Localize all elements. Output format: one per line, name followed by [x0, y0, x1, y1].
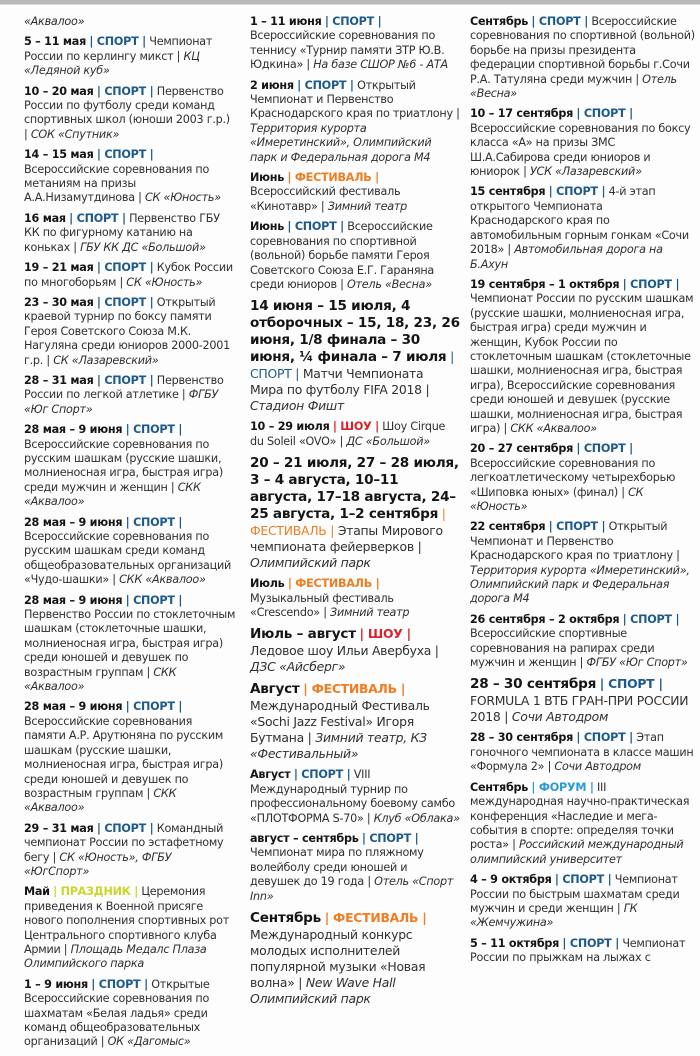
event-description: Всероссийские соревнования по метаниям на призы А.А.Низамутдинова | — [24, 162, 210, 205]
event-description: Первенство России по легкой атлетике | — [24, 373, 224, 402]
event-date: Сентябрь — [470, 780, 529, 794]
event-date: 16 мая — [24, 211, 66, 225]
event-venue: Отель «Весна» — [346, 277, 432, 291]
event-description: Чемпионат мира по пляжному волейболу среди юношей и девушек до 19 года | — [250, 846, 424, 889]
event-category-tag: |ФЕСТИВАЛЬ | — [250, 506, 446, 539]
event-date: 19 сентября – 1 октября — [470, 277, 620, 291]
event-date: 23 – 30 мая — [24, 295, 94, 309]
event-description: Открытый Чемпионат и Первенство Краснодарского края по триатлону | — [250, 78, 460, 121]
event-date: 29 – 31 мая — [24, 821, 94, 835]
event-category-tag: | СПОРТ | — [324, 15, 382, 28]
event-entry — [470, 520, 695, 606]
event-description: Этап гоночного чемпионата в классе машин «Формула 2» | — [470, 731, 694, 774]
event-category-tag: | СПОРТ | — [96, 373, 154, 387]
event-category-tag: | СПОРТ | — [562, 936, 620, 950]
column-2 — [250, 15, 460, 1056]
event-venue: ГК «Жемчужина» — [470, 901, 638, 930]
event-category-tag: | СПОРТ | — [361, 831, 419, 845]
event-description: Шоу Cirque du Soleil «OVO» | — [250, 420, 446, 448]
event-category-tag: | ШОУ | — [332, 420, 379, 434]
event-date: 14 июня – 15 июля, 4 отборочных – 15, 18, 23, 26 июня, 1/8 финала – 30 июня, ¼ финала – 7 июля — [250, 298, 460, 366]
event-venue: Сочи Автодром — [554, 760, 641, 774]
event-venue: СК «Юность» — [144, 191, 221, 205]
event-description: Открытый краевой турнир по боксу памяти Героя Советского Союза М.К. Нагуляна среди юниоров 2000-2001 г.р. | — [24, 295, 230, 367]
event-venue: Отель «Весна» — [470, 72, 677, 101]
event-entry — [470, 676, 695, 725]
event-description: FORMULA 1 ВТБ ГРАН-ПРИ РОССИИ 2018 | — [470, 693, 689, 725]
event-venue: Клуб «Облака» — [373, 811, 460, 825]
event-category-tag: | СПОРТ | — [96, 261, 154, 275]
event-date: 19 – 21 мая — [24, 261, 94, 275]
event-venue: Стадион Фишт — [250, 398, 344, 414]
event-entry — [250, 420, 460, 449]
event-entry — [250, 79, 460, 165]
event-date: 28 мая – 9 июня — [24, 515, 123, 529]
event-description: Международный конкурс молодых исполнителей популярной музыки «Новая волна» | — [250, 927, 426, 990]
event-entry — [24, 35, 236, 78]
event-venue: Территория курорта «Имеретинский», Олимпийский парк и Федеральная дорога М4 — [470, 563, 690, 606]
event-description: Всероссийский фестиваль «Кинотавр» | — [250, 185, 401, 213]
event-date: 28 – 30 сентября — [470, 676, 597, 693]
event-entry — [24, 700, 236, 815]
event-venue: Отель «Спорт Inn» — [250, 875, 454, 903]
event-venue: На базе СШОР №6 - АТА — [313, 58, 448, 72]
event-venue: СК «Юность» — [470, 485, 644, 513]
event-entry — [470, 613, 695, 671]
event-category-tag: | СПОРТ | — [622, 277, 680, 291]
event-entry — [250, 455, 460, 571]
event-description: Командный чемпионат России по эстафетному бегу | — [24, 821, 224, 864]
event-category-tag: | СПОРТ | — [69, 211, 126, 225]
event-date: 5 – 11 мая — [24, 35, 87, 49]
event-entry — [470, 107, 695, 179]
event-description: Кубок России по многоборьям | — [24, 261, 233, 289]
event-entry — [250, 577, 460, 620]
event-category-tag: | СПОРТ | — [96, 821, 154, 835]
event-description: Всероссийские соревнования по русским шашкам среди команд общеобразовательных организаций «Чудо-шашки» | — [24, 530, 232, 587]
event-entry — [250, 626, 460, 675]
event-category-tag: | СПОРТ | — [287, 220, 344, 234]
event-venue: Зимний театр — [330, 605, 410, 619]
event-date: Май — [24, 885, 50, 899]
event-venue: ФГБУ «Юг Спорт» — [586, 656, 688, 670]
event-entry — [24, 85, 236, 143]
event-entry — [24, 212, 236, 255]
event-date: Июль — [250, 577, 285, 591]
event-category-tag: | СПОРТ | — [576, 107, 633, 121]
event-venue: Российский международный олимпийский университет — [470, 838, 684, 866]
event-description: Первенство России по стоклеточным шашкам (стоклеточные шашки, молниеносная игра, быстрая игра) среди юношей и девушек по возрастным группам | — [24, 608, 236, 679]
event-entry — [470, 278, 695, 436]
event-category-tag: | СПОРТ | — [576, 731, 633, 745]
event-date: 26 сентября – 2 октября — [470, 612, 620, 626]
event-entry — [470, 185, 695, 271]
event-entry — [24, 822, 236, 880]
event-venue: Территория курорта «Имеретинский», Олимпийский парк и Федеральная дорога М4 — [250, 121, 432, 164]
event-category-tag: | СПОРТ | — [125, 515, 183, 529]
event-category-tag: | СПОРТ | — [96, 295, 154, 309]
event-venue: СК «Юность» — [126, 275, 203, 289]
event-category-tag: | СПОРТ | — [96, 84, 154, 98]
event-category-tag: | СПОРТ | — [297, 78, 354, 92]
event-venue: Площадь Медалс Плаза Олимпийского парка — [24, 942, 207, 971]
event-description: Ледовое шоу Ильи Авербуха | — [250, 643, 439, 659]
event-entry — [470, 937, 695, 966]
event-date: 20 – 27 сентября — [470, 442, 574, 456]
event-entry — [250, 681, 460, 762]
event-entry — [250, 15, 460, 73]
event-category-tag: | СПОРТ | — [293, 768, 351, 782]
event-date: 4 – 9 октября — [470, 873, 552, 887]
event-date: Август — [250, 768, 291, 782]
event-venue: ОК «Дагомыс» — [107, 1035, 191, 1049]
event-description: Матчи Чемпионата Мира по футболу FIFA 2018 | — [250, 366, 430, 398]
column-3 — [470, 15, 695, 1056]
event-description: VIII Международный турнир по профессиональному боевому самбо «ПЛОТФОРМА S-70» | — [250, 768, 455, 825]
event-entry — [470, 15, 695, 101]
event-venue: Зимний театр — [327, 199, 407, 213]
event-entry — [250, 220, 460, 292]
event-description: Всероссийские соревнования по спортивной (вольной) борьбе на призы президента федерации спортивной борьбы г.Сочи Р.А. Татуляна среди мужчин | — [470, 15, 695, 86]
event-description: Всероссийские спортивные соревнования на рапирах среди мужчин и женщин | — [470, 627, 655, 670]
event-description: Первенство ГБУ КК по фигурному катанию на коньках | — [24, 211, 220, 254]
event-description: III международная научно-практическая конференция «Наследие и мега-события в спорте: определяя точки роста» | — [470, 780, 690, 852]
event-category-tag: | СПОРТ | — [576, 442, 633, 456]
event-entry — [470, 781, 695, 867]
event-date: 28 – 30 сентября — [470, 731, 574, 745]
event-category-tag: | СПОРТ | — [531, 15, 589, 28]
event-venue: СК «Лазаревский» — [53, 353, 159, 367]
event-entry — [250, 171, 460, 214]
event-category-tag: | ПРАЗДНИК | — [53, 885, 139, 899]
event-entry — [24, 261, 236, 290]
event-venue: СКК «Аквалоо» — [119, 573, 206, 587]
event-venue: КЦ «Ледяной куб» — [24, 49, 200, 78]
event-date: 1 – 9 июня — [24, 977, 88, 991]
event-description: Открытые Всероссийские соревнования по шахматам «Белая ладья» среди команд общеобразовательных организаций | — [24, 977, 210, 1049]
event-venue: New Wave Hall Олимпийский парк — [250, 975, 396, 1006]
event-description: Чемпионат России по керлингу микст | — [24, 35, 213, 63]
event-category-tag: | СПОРТ | — [91, 977, 148, 991]
event-category-tag: | СПОРТ | — [89, 35, 146, 49]
event-category-tag: | СПОРТ | — [554, 873, 612, 887]
event-description: Чемпионат России по русским шашкам (русские шашки, молниеносная игра, быстрая игра) среди мужчин и женщин, Кубок России по стоклеточным шашкам (стоклеточные шашки, молниеносная игра, быстрая игра), Всероссийские соревнования среди юношей и девушек (русские шашки, молниеносная игра, быстрая игра) | — [470, 292, 694, 435]
event-venue: Зимний театр, КЗ «Фестивальный» — [250, 730, 427, 762]
event-venue: СК «Юность», ФГБУ «ЮгСпорт» — [24, 850, 172, 878]
event-venue: СКК «Аквалоо» — [24, 665, 177, 694]
event-date: 28 – 31 мая — [24, 373, 94, 387]
event-description: Всероссийские соревнования по теннису «Турнир памяти ЗТР Ю.В. Юдкина» | — [250, 29, 445, 72]
event-date: 15 сентября — [470, 185, 546, 199]
event-description: Церемония приведения к Военной присяге нового пополнения спортивных рот Центрального спортивного клуба Армии | — [24, 885, 229, 956]
event-entry — [470, 731, 695, 774]
event-date: Сентябрь — [250, 910, 322, 926]
event-entry — [250, 768, 460, 826]
continued-venue: «Аквалоо» — [24, 15, 85, 28]
event-category-tag: | СПОРТ | — [125, 700, 183, 714]
event-venue: ГБУ КК ДС «Большой» — [80, 240, 206, 254]
event-description: Чемпионат России по прыжкам на лыжах с — [470, 936, 686, 965]
event-description: Открытый Чемпионат и Первенство Краснодарского края по триатлону | — [470, 520, 680, 563]
event-entry — [250, 298, 460, 414]
event-description: Музыкальный фестиваль «Crescendo» | — [250, 591, 394, 619]
event-description: Чемпионат России по быстрым шахматам среди мужчин и среди женщин | — [470, 873, 680, 915]
event-category-tag: | ФЕСТИВАЛЬ | — [303, 681, 406, 697]
event-venue: Олимпийский парк — [250, 555, 371, 571]
event-description: Первенство России по футболу среди команд спортивных школ (юноши 2003 г.р.) | — [24, 84, 230, 141]
event-category-tag: | ФОРУМ | — [531, 780, 594, 794]
event-description: 4-й этап открытого Чемпионата Краснодарского края по автомобильным горным гонкам «Сочи 2018» | — [470, 185, 689, 257]
event-entry — [470, 442, 695, 514]
event-venue: ДЗС «Айсберг» — [250, 659, 346, 675]
event-category-tag: | ФЕСТИВАЛЬ | — [287, 577, 380, 591]
event-venue: УСК «Лазаревский» — [529, 165, 642, 179]
event-date: 1 – 11 июня — [250, 15, 322, 28]
event-date: Июль – август — [250, 626, 356, 643]
event-date: 22 сентября — [470, 520, 546, 534]
event-description: Международный Фестиваль «Sochi Jazz Festival» Игоря Бутмана | — [250, 698, 430, 746]
events-schedule — [0, 5, 700, 1056]
event-date: 10 – 29 июля — [250, 420, 330, 434]
event-category-tag: | ФЕСТИВАЛЬ | — [324, 910, 427, 925]
event-date: август – сентябрь — [250, 831, 359, 845]
event-entry — [24, 423, 236, 509]
event-entry — [24, 148, 236, 206]
event-description: Всероссийские соревнования по боксу класса «А» на призы ЗМС Ш.А.Сабирова среди юниоров и юниорок | — [470, 121, 691, 179]
event-venue: ФГБУ «Юг Спорт» — [24, 388, 219, 416]
event-venue: СКК «Аквалоо» — [24, 480, 201, 509]
event-date: Июнь — [250, 220, 285, 234]
event-entry — [24, 516, 236, 588]
event-description: Всероссийские соревнования памяти А.Р. Арутюняна по русским шашкам (русские шашки, молниеносная игра, быстрая игра) среди юношей и девушек по возрастным группам | — [24, 714, 224, 800]
event-description: Этапы Мирового чемпионата фейерверков | — [250, 523, 443, 555]
event-date: 28 мая – 9 июня — [24, 700, 123, 714]
event-entry — [24, 978, 236, 1050]
event-venue: СКК «Аквалоо» — [510, 421, 597, 435]
event-date: 28 мая – 9 июня — [24, 423, 123, 437]
event-date: Сентябрь — [470, 15, 529, 28]
event-date: 5 – 11 октября — [470, 936, 560, 950]
event-category-tag: | ФЕСТИВАЛЬ | — [287, 171, 380, 185]
event-date: 28 мая – 9 июня — [24, 593, 123, 607]
event-category-tag: | СПОРТ | — [125, 593, 183, 607]
event-date: 2 июня — [250, 78, 294, 92]
event-category-tag: | СПОРТ | — [548, 520, 606, 534]
event-category-tag: | СПОРТ | — [599, 676, 663, 692]
event-description: Всероссийские соревнования по русским шашкам (русские шашки, молниеносная игра, быстрая игра) среди мужчин и женщин | — [24, 437, 224, 494]
event-category-tag: | СПОРТ | — [548, 185, 606, 199]
event-entry — [24, 374, 236, 417]
column-1 — [24, 15, 236, 1056]
event-venue: СОК «Спутник» — [30, 127, 120, 141]
event-date: Июнь — [250, 171, 285, 185]
event-description: Всероссийские соревнования по легкоатлетическому четырехборью «Шиповка юных» (финал) | — [470, 456, 676, 499]
event-category-tag: |СПОРТ | — [250, 349, 455, 382]
event-description: Всероссийские соревнования по спортивной (вольной) борьбе памяти Героя Советского Союза Е.Г. Гараняна среди юниоров | — [250, 220, 435, 291]
event-category-tag: | СПОРТ | — [96, 148, 154, 162]
event-venue: Сочи Автодром — [511, 709, 609, 725]
event-venue: Автомобильная дорога на Б.Ахун — [470, 243, 663, 271]
event-entry — [24, 296, 236, 368]
event-venue: ДС «Большой» — [346, 434, 430, 448]
event-category-tag: | СПОРТ | — [125, 423, 183, 437]
event-entry — [250, 832, 460, 904]
event-date: 10 – 20 мая — [24, 84, 94, 98]
event-date: 10 – 17 сентября — [470, 107, 574, 121]
event-date: 14 – 15 мая — [24, 148, 94, 162]
event-category-tag: | СПОРТ | — [622, 612, 680, 626]
event-entry — [24, 594, 236, 695]
event-date: Август — [250, 681, 300, 698]
event-category-tag: | ШОУ | — [359, 626, 411, 642]
event-entry — [470, 873, 695, 931]
event-date: 20 – 21 июля, 27 – 28 июля, 3 – 4 августа, 10–11 августа, 17–18 августа, 24–25 августа, 1–2 сентября — [250, 455, 459, 523]
event-venue: СКК «Аквалоо» — [24, 786, 177, 815]
